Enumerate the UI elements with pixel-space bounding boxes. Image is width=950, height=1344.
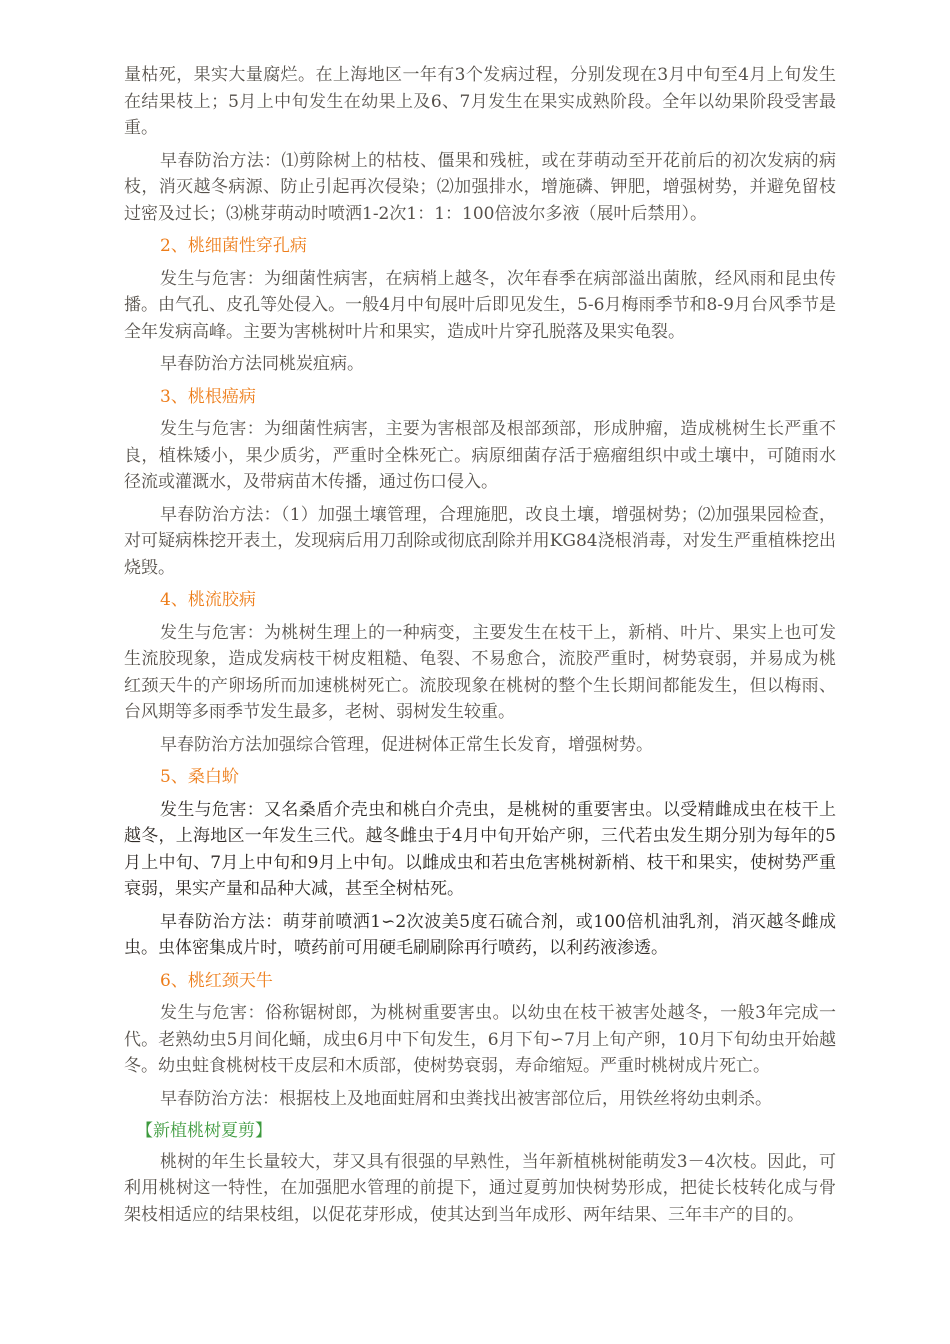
paragraph-beetle-control: 早春防治方法：根据枝上及地面蛀屑和虫粪找出被害部位后，用铁丝将幼虫剌杀。: [160, 1088, 772, 1109]
paragraph-crown-gall-harm: 发生与危害：为细菌性病害，主要为害根部及根部颈部，形成肿瘤，造成桃树生长严重不良，植株矮小，果少质劣，严重时全株死亡。病原细菌存活于癌瘤组织中或土壤中，可随雨水径流或灌溉水，及带病苗木传播，通过伤口侵入。: [124, 419, 836, 492]
document-page: [124, 62, 836, 1234]
paragraph-gummosis-control: 早春防治方法加强综合管理，促进树体正常生长发育，增强树势。: [160, 734, 653, 755]
paragraph-shot-hole-control: 早春防治方法同桃炭疽病。: [160, 354, 364, 374]
heading-gummosis: 4、桃流胶病: [160, 590, 256, 610]
paragraph-white-scale-harm: 发生与危害：又名桑盾介壳虫和桃白介壳虫，是桃树的重要害虫。以受精雌成虫在枝干上越冬，上海地区一年发生三代。越冬雌虫于4月中旬开始产卵，三代若虫发生期分别为每年的5月上中旬、7月上中旬和9月上中旬。以雌成虫和若虫危害桃树新梢、枝干和果实，使树势严重衰弱，果实产量和品种大减，甚至全树枯死。: [124, 799, 836, 899]
paragraph-shot-hole-harm: 发生与危害：为细菌性病害，在病梢上越冬，次年春季在病部溢出菌脓，经风雨和昆虫传播。由气孔、皮孔等处侵入。一般4月中旬展叶后即见发生，5-6月梅雨季节和8-9月台风季节是全年发病高峰。主要为害桃树叶片和果实，造成叶片穿孔脱落及果实龟裂。: [124, 268, 836, 342]
paragraph-gummosis-harm: 发生与危害：为桃树生理上的一种病变，主要发生在枝干上，新梢、叶片、果实上也可发生流胶现象，造成发病枝干树皮粗糙、龟裂、不易愈合，流胶严重时，树势衰弱，并易成为桃红颈天牛的产卵场所而加速桃树死亡。流胶现象在桃树的整个生长期间都能发生，但以梅雨、台风期等多雨季节发生最多，老树、弱树发生较重。: [124, 622, 836, 722]
heading-crown-gall: 3、桃根癌病: [160, 386, 256, 407]
paragraph-continued: 量枯死，果实大量腐烂。在上海地区一年有3个发病过程，分别发现在3月中旬至4月上旬发生在结果枝上；5月上中旬发生在幼果上及6、7月发生在果实成熟阶段。全年以幼果阶段受害最重。: [124, 65, 836, 138]
paragraph-summer-pruning: 桃树的年生长量较大，芽又具有很强的早熟性，当年新植桃树能萌发3－4次枝。因此，可利用桃树这一特性，在加强肥水管理的前提下，通过夏剪加快树势形成，把徒长枝转化成与骨架枝相适应的结果枝组，以促花芽形成，使其达到当年成形、两年结果、三年丰产的目的。: [124, 1151, 836, 1225]
paragraph-crown-gall-control: 早春防治方法：（1）加强土壤管理，合理施肥，改良土壤，增强树势；⑵加强果园检查，对可疑病株挖开表土，发现病后用刀刮除或彻底刮除并用KG84浇根消毒，对发生严重植株挖出烧毁。: [124, 504, 836, 578]
section-title-summer-pruning: 【新植桃树夏剪】: [136, 1121, 272, 1141]
paragraph-anthracnose-control: 早春防治方法：⑴剪除树上的枯枝、僵果和残桩，或在芽萌动至开花前后的初次发病的病枝，消灭越冬病源、防止引起再次侵染；⑵加强排水，增施磷、钾肥，增强树势，并避免留枝过密及过长；⑶桃芽萌动时喷洒1-2次1：1：100倍波尔多液（展叶后禁用）。: [124, 150, 836, 224]
paragraph-white-scale-control: 早春防治方法：萌芽前喷洒1∽2次波美5度石硫合剂，或100倍机油乳剂，消灭越冬雌成虫。虫体密集成片时，喷药前可用硬毛刷刷除再行喷药，以利药液渗透。: [124, 911, 836, 958]
heading-white-scale: 5、桑白蚧: [160, 767, 239, 787]
heading-bacterial-shot-hole: 2、桃细菌性穿孔病: [160, 236, 307, 256]
heading-longhorn-beetle: 6、桃红颈天牛: [160, 970, 273, 991]
paragraph-beetle-harm: 发生与危害：俗称锯树郎，为桃树重要害虫。以幼虫在枝干被害处越冬，一般3年完成一代。老熟幼虫5月间化蛹，成虫6月中下旬发生，6月下旬∽7月上旬产卵，10月下旬幼虫开始越冬。幼虫蛀食桃树枝干皮层和木质部，使树势衰弱，寿命缩短。严重时桃树成片死亡。: [124, 1003, 836, 1076]
